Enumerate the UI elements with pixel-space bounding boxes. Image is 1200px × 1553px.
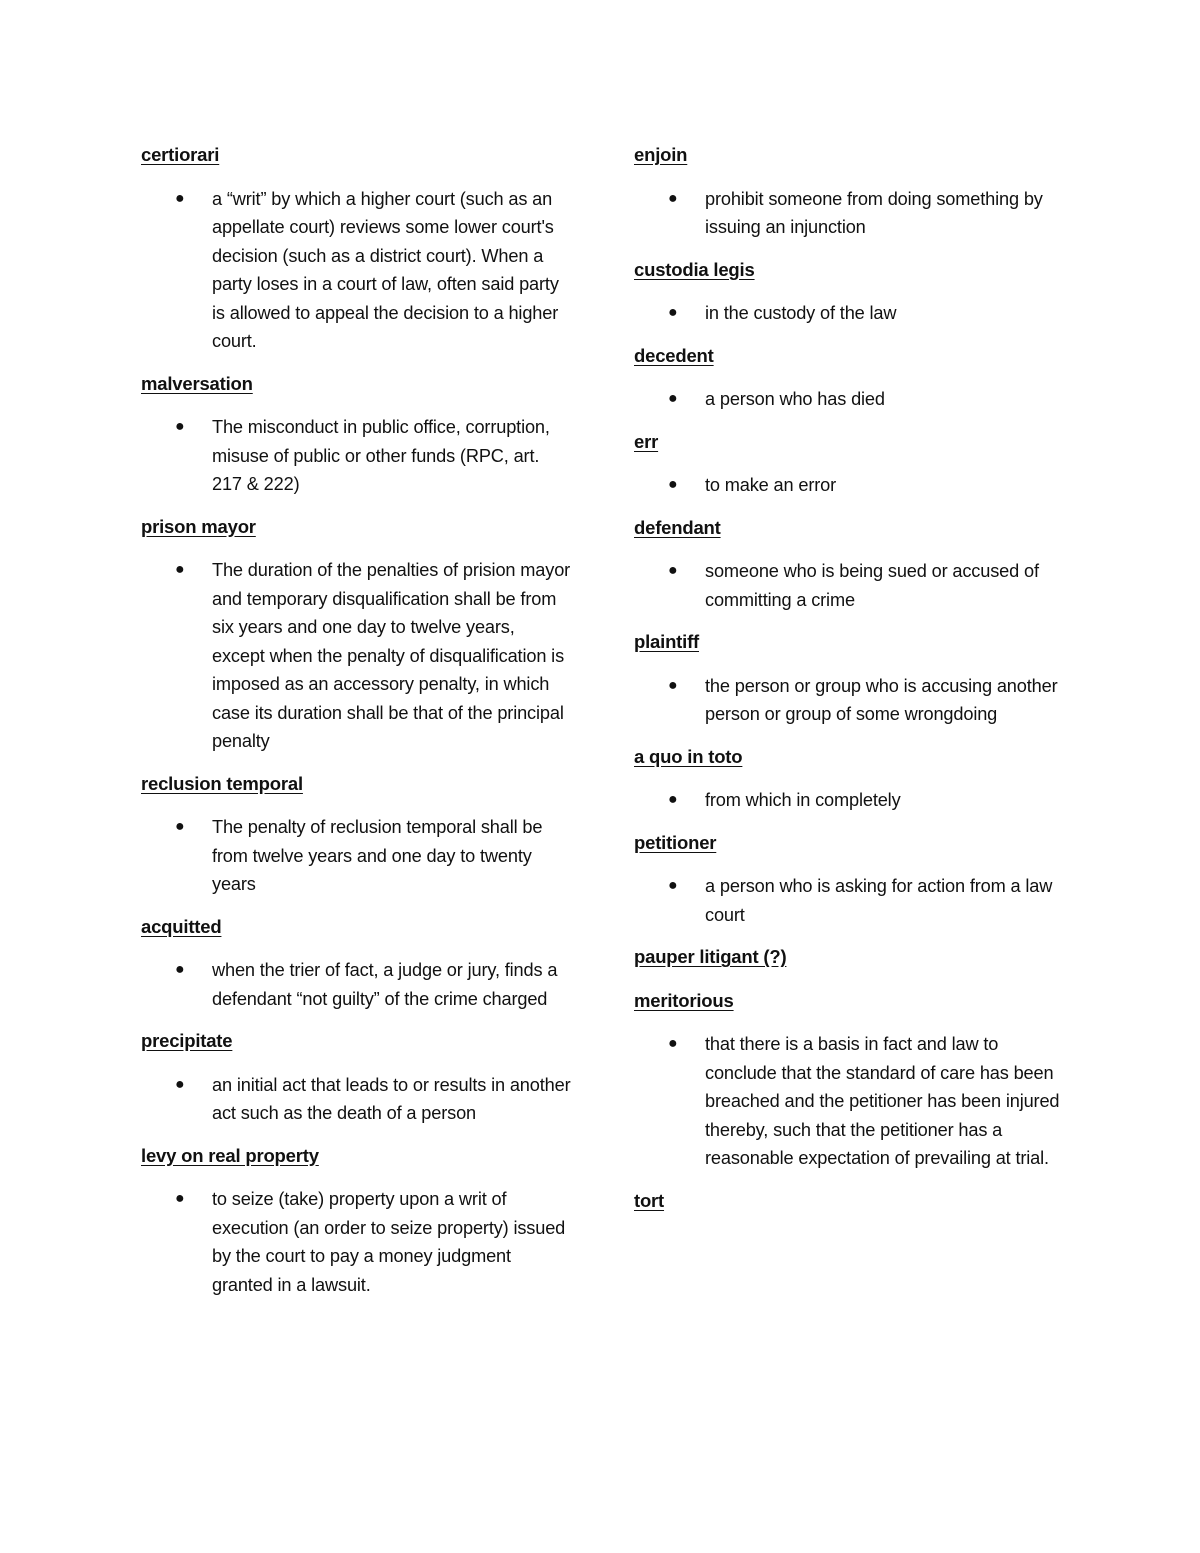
definition-list: [634, 185, 1074, 242]
glossary-entry: [141, 1027, 571, 1128]
glossary-term: precipitate: [141, 1030, 233, 1051]
glossary-term: levy on real property: [141, 1144, 319, 1166]
definition-item: [634, 786, 1074, 815]
glossary-term: pauper litigant (?): [634, 946, 787, 967]
definition-item: [141, 956, 571, 1013]
definition-list: [634, 786, 1074, 815]
glossary-entry: [634, 514, 1074, 615]
glossary-left-column: [141, 141, 571, 1313]
definition-list: [634, 299, 1074, 328]
glossary-term: certiorari: [141, 144, 220, 165]
definition-text: The penalty of reclusion temporal shall be from twelve years and one day to twenty years: [212, 817, 543, 894]
definition-text: prohibit someone from doing something by issuing an injunction: [705, 188, 1043, 237]
definition-list: [141, 1071, 571, 1128]
definition-text: to make an error: [705, 475, 837, 495]
glossary-term: tort: [634, 1189, 665, 1211]
definition-list: [634, 1030, 1074, 1173]
definition-text: a “writ” by which a higher court (such as an appellate court) reviews some lower court's decision (such as a district court). When a party loses in a court of law, often said party is allowed to appeal the decision to a higher court.: [212, 188, 559, 351]
definition-text: in the custody of the law: [705, 303, 897, 323]
definition-text: a person who is asking for action from a law court: [705, 876, 1053, 925]
definition-text: someone who is being sued or accused of committing a crime: [705, 561, 1039, 610]
glossary-term: acquitted: [141, 915, 222, 937]
definition-text: The misconduct in public office, corruption, misuse of public or other funds (RPC, art. 217 & 222): [212, 417, 550, 494]
bullet-icon: ●: [175, 1075, 185, 1093]
definition-list: [634, 557, 1074, 614]
definition-text: the person or group who is accusing another person or group of some wrongdoing: [705, 675, 1058, 724]
definition-item: [634, 557, 1074, 614]
bullet-icon: ●: [668, 1035, 678, 1052]
glossary-entry: [634, 1187, 1074, 1216]
glossary-entry: [141, 770, 571, 899]
definition-text: a person who has died: [705, 389, 885, 409]
glossary-entry: [141, 141, 571, 356]
definition-text: an initial act that leads to or results in another act such as the death of a person: [212, 1074, 571, 1123]
definition-item: [141, 813, 571, 899]
definition-list: [141, 413, 571, 499]
glossary-term: malversation: [141, 372, 253, 394]
definition-item: [634, 385, 1074, 414]
definition-item: [634, 185, 1074, 242]
glossary-entry: [634, 943, 1074, 972]
glossary-term: plaintiff: [634, 631, 699, 652]
definition-item: [141, 1185, 571, 1299]
definition-text: from which in completely: [705, 790, 901, 810]
bullet-icon: ●: [668, 676, 678, 694]
definition-item: [634, 872, 1074, 929]
glossary-entry: [141, 1142, 571, 1300]
definition-item: [141, 1071, 571, 1128]
glossary-entry: [634, 628, 1074, 729]
bullet-icon: ●: [175, 418, 185, 435]
definition-item: [634, 672, 1074, 729]
glossary-term: reclusion temporal: [141, 772, 303, 794]
glossary-term: prison mayor: [141, 515, 256, 537]
definition-list: [634, 872, 1074, 929]
bullet-icon: ●: [668, 476, 678, 493]
bullet-icon: ●: [668, 791, 678, 808]
glossary-entry: [634, 342, 1074, 414]
definition-list: [141, 556, 571, 756]
bullet-icon: ●: [668, 562, 678, 579]
definition-list: [634, 385, 1074, 414]
definition-item: [634, 299, 1074, 328]
definition-item: [141, 556, 571, 756]
glossary-entry: [634, 743, 1074, 815]
definition-list: [141, 185, 571, 356]
definition-list: [634, 672, 1074, 729]
glossary-entry: [141, 513, 571, 756]
glossary-entry: [634, 987, 1074, 1173]
glossary-term: enjoin: [634, 144, 688, 165]
bullet-icon: ●: [668, 189, 678, 207]
glossary-term: defendant: [634, 516, 721, 538]
glossary-entry: [634, 256, 1074, 328]
glossary-entry: [634, 141, 1074, 242]
bullet-icon: ●: [175, 1190, 185, 1207]
bullet-icon: ●: [668, 304, 678, 321]
glossary-entry: [634, 829, 1074, 930]
definition-text: that there is a basis in fact and law to conclude that the standard of care has been breached and the petitioner has been injured thereby, such that the petitioner has a reasonable expectation of prevailing at trial.: [705, 1034, 1060, 1168]
bullet-icon: ●: [175, 189, 185, 207]
definition-item: [634, 1030, 1074, 1173]
definition-list: [634, 471, 1074, 500]
glossary-term: meritorious: [634, 989, 734, 1011]
definition-list: [141, 956, 571, 1013]
definition-text: The duration of the penalties of prision mayor and temporary disqualification shall be from six years and one day to twelve years, except when the penalty of disqualification is imposed as an accessory penalty, in which case its duration shall be that of the principal penalty: [212, 560, 571, 751]
glossary-term: err: [634, 430, 659, 452]
bullet-icon: ●: [668, 390, 678, 407]
definition-item: [634, 471, 1074, 500]
glossary-right-column: [634, 141, 1074, 1230]
definition-item: [141, 185, 571, 356]
bullet-icon: ●: [175, 561, 185, 578]
definition-list: [141, 813, 571, 899]
glossary-entry: [634, 428, 1074, 500]
bullet-icon: ●: [175, 818, 185, 835]
definition-list: [141, 1185, 571, 1299]
glossary-term: a quo in toto: [634, 745, 743, 767]
glossary-term: custodia legis: [634, 258, 755, 280]
bullet-icon: ●: [668, 877, 678, 894]
glossary-entry: [141, 370, 571, 499]
glossary-entry: [141, 913, 571, 1014]
definition-text: to seize (take) property upon a writ of execution (an order to seize property) issued by the court to pay a money judgment granted in a lawsuit.: [212, 1189, 566, 1295]
definition-text: when the trier of fact, a judge or jury, finds a defendant “not guilty” of the crime charged: [212, 960, 558, 1009]
definition-item: [141, 413, 571, 499]
glossary-term: petitioner: [634, 831, 717, 853]
glossary-term: decedent: [634, 344, 714, 366]
bullet-icon: ●: [175, 961, 185, 978]
